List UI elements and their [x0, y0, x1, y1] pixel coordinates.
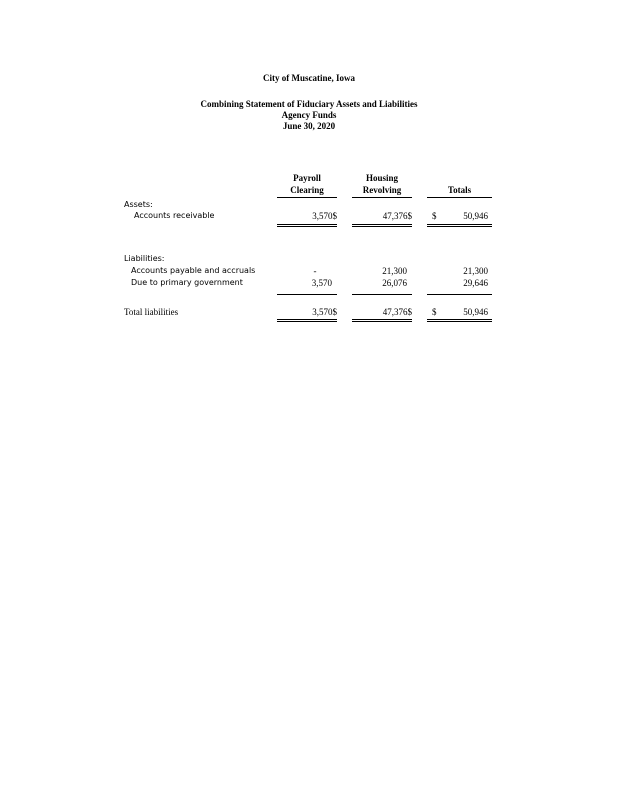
- subtotal-line: [352, 294, 412, 295]
- report-fund-type: Agency Funds: [281, 110, 337, 120]
- double-underline: [352, 224, 412, 227]
- col-underline: [352, 197, 412, 198]
- cell-value: 50,946: [463, 211, 488, 221]
- col-header-housing-2: Revolving: [362, 185, 402, 195]
- currency-symbol: $: [432, 307, 437, 317]
- report-date: June 30, 2020: [282, 121, 336, 131]
- row-label: Accounts payable and accruals: [131, 266, 256, 275]
- assets-label: Assets:: [124, 200, 153, 209]
- cell-value: -: [313, 266, 317, 276]
- cell-value: 21,300: [382, 266, 407, 276]
- row-label: Accounts receivable: [134, 211, 215, 220]
- col-underline: [427, 197, 492, 198]
- col-header-housing-1: Housing: [365, 173, 398, 183]
- total-label: Total liabilities: [124, 307, 179, 317]
- cell-value: 47,376$: [382, 211, 412, 221]
- double-underline: [352, 319, 412, 322]
- total-value: 50,946: [463, 307, 488, 317]
- col-header-totals: Totals: [447, 185, 472, 195]
- col-underline: [277, 197, 337, 198]
- subtotal-line: [277, 294, 337, 295]
- liabilities-label: Liabilities:: [124, 254, 165, 263]
- total-value: 3,570$: [312, 307, 337, 317]
- subtotal-line: [427, 294, 492, 295]
- cell-value: 3,570: [311, 278, 332, 288]
- col-header-payroll-1: Payroll: [293, 173, 321, 183]
- double-underline: [427, 224, 492, 227]
- row-label: Due to primary government: [131, 278, 243, 287]
- col-header-payroll-2: Clearing: [290, 185, 324, 195]
- cell-value: 29,646: [463, 278, 488, 288]
- double-underline: [277, 319, 337, 322]
- double-underline: [277, 224, 337, 227]
- currency-symbol: $: [432, 211, 437, 221]
- double-underline: [427, 319, 492, 322]
- report-subtitle: Combining Statement of Fiduciary Assets and Liabilities: [200, 99, 418, 109]
- cell-value: 21,300: [463, 266, 488, 276]
- cell-value: 3,570$: [312, 211, 337, 221]
- cell-value: 26,076: [382, 278, 407, 288]
- report-title: City of Muscatine, Iowa: [263, 73, 355, 83]
- total-value: 47,376$: [382, 307, 412, 317]
